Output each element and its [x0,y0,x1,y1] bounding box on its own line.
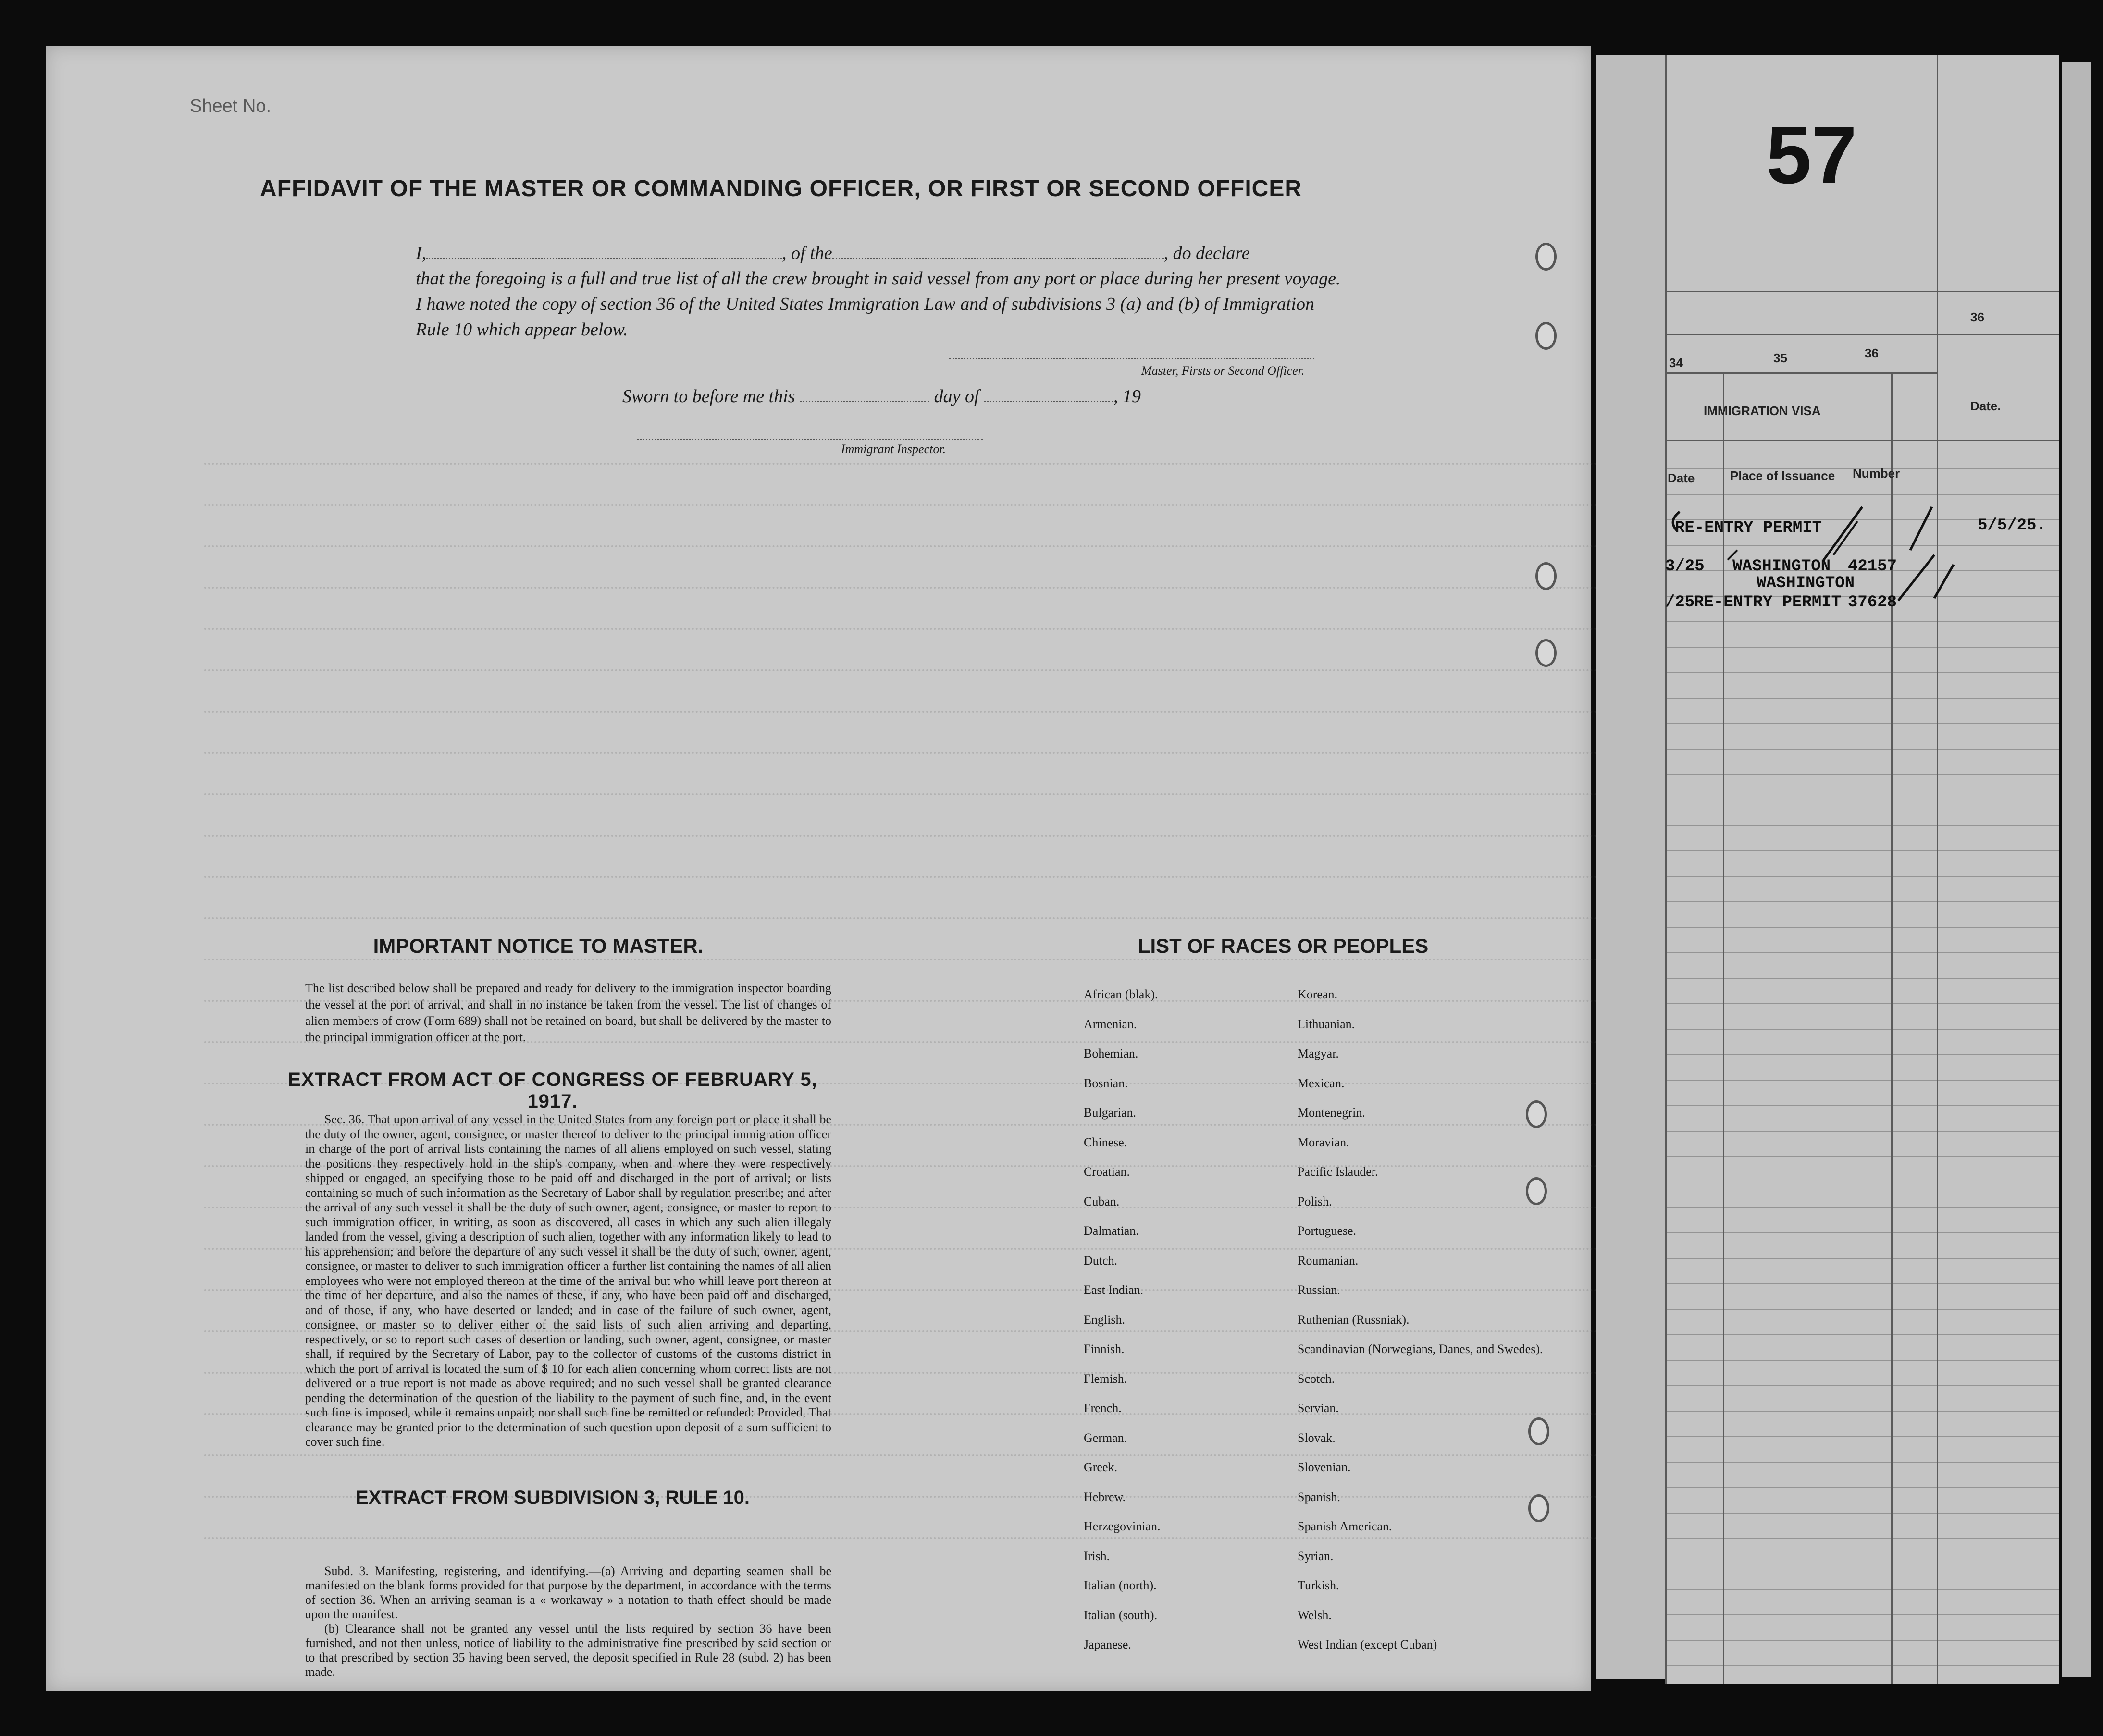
race-item: Slovak. [1298,1430,1336,1445]
column-36b-label: 36 [1970,310,1984,324]
grid-row-line [1665,1283,2059,1284]
grid-row-line [1665,1665,2059,1666]
grid-row-line [1665,774,2059,775]
date-header: Date [1668,471,1695,485]
race-item: Bosnian. [1084,1076,1128,1090]
bleed-through-row [204,821,1598,837]
race-item: Armenian. [1084,1017,1137,1031]
race-item: Korean. [1298,987,1338,1001]
manifest-page [46,46,1591,1691]
grid-row-line [1665,1003,2059,1004]
grid-row-line [1665,1131,2059,1132]
bleed-through-row [204,449,1598,465]
grid-row-line [1665,1538,2059,1539]
entry-1-place: RE-ENTRY PERMIT [1675,519,1822,537]
binder-hole [1535,243,1557,271]
name-blank [426,243,782,259]
grid-row-line [1665,1309,2059,1310]
grid-row-line [1665,1513,2059,1514]
grid-row-line [1665,1258,2059,1259]
race-item: Slovenian. [1298,1460,1351,1474]
race-item: English. [1084,1312,1125,1327]
grid-row-line [1665,1614,2059,1615]
sworn-day-blank [800,386,929,402]
bleed-through-row [204,573,1598,589]
race-item: German. [1084,1430,1127,1445]
grid-row-line [1665,1589,2059,1590]
race-item: Cuban. [1084,1194,1120,1208]
race-item: Flemish. [1084,1371,1127,1386]
notice-body: The list described below shall be prepared and ready for delivery to the immigration inspector boarding the vessel at the port of arrival, and shall in no instance be taken from the vessel. The list of changes of alien members of crow (Form 689) shall not be retained on board, but shall be delivered by the master to the principal immigration officer at the port. [305,981,831,1044]
grid-row-line [1665,1105,2059,1106]
binder-hole [1528,1417,1549,1445]
grid-row-line [1665,825,2059,826]
sheet-number-label: Sheet No. [190,96,271,116]
sworn-day-of: day of [934,386,979,406]
grid-row-line [1665,749,2059,750]
race-item: Greek. [1084,1460,1118,1474]
race-item: Mexican. [1298,1076,1345,1090]
grid-row-line [1665,952,2059,953]
header-rule [1665,334,2059,335]
race-item: Welsh. [1298,1608,1332,1622]
race-item: Italian (south). [1084,1608,1158,1622]
column-rule [1937,55,1938,1684]
binder-hole [1535,639,1557,667]
affidavit-line-4: Rule 10 which appear below. [416,320,628,340]
grid-row-line [1665,1232,2059,1233]
grid-row-line [1665,1360,2059,1361]
adjacent-page [1665,55,2059,1684]
signature-label: Master, Firsts or Second Officer. [1141,364,1305,378]
affidavit-title: AFFIDAVIT OF THE MASTER OR COMMANDING OFFICER, OR FIRST OR SECOND OFFICER [260,176,1302,201]
race-item: Scotch. [1298,1371,1335,1386]
page-number: 57 [1766,110,1857,201]
inspector-signature-line [637,434,983,440]
column-36-label: 36 [1865,346,1879,360]
header-rule [1665,440,2059,441]
entry-2-place: WASHINGTON [1732,557,1831,576]
races-column-2 [1298,987,1557,1667]
subdivision-paragraph-a: Subd. 3. Manifesting, registering, and identifying.—(a) Arriving and departing seamen shall be manifested on the blank forms provided for that purpose by the department, in accordance with the terms of section 36. When an arriving seaman is a « workaway » a notation to thath effect should be made upon the manifest. [305,1564,831,1621]
race-item: Croatian. [1084,1165,1130,1179]
race-item: Moravian. [1298,1135,1349,1149]
signature-line [949,348,1314,359]
vessel-blank [832,243,1164,259]
race-item: Spanish. [1298,1490,1340,1504]
race-item: African (blak). [1084,987,1158,1001]
page-edge [2062,62,2091,1677]
grid-row-line [1665,1640,2059,1641]
notice-title: IMPORTANT NOTICE TO MASTER. [373,935,704,957]
race-item: Hebrew. [1084,1490,1126,1504]
races-column-1 [1084,987,1286,1667]
grid-row-line [1665,1054,2059,1055]
subdivision-paragraph-b: (b) Clearance shall not be granted any vessel until the lists required by section 36 have been furnished, and not then unless, notice of liability to the administrative fine prescribed by said section or to that prescribed by section 35 having been served, the deposit specified in Rule 28 (subd. 2) has been made. [305,1622,831,1679]
entry-4-number: 37628 [1848,593,1897,612]
race-item: Herzegovinian. [1084,1519,1161,1533]
subdivision-body [305,1564,831,1679]
affidavit-i: I, [416,243,427,263]
grid-row-line [1665,672,2059,673]
place-header: Place of Issuance [1730,468,1835,483]
entry-2-date: 3/25 [1665,557,1705,576]
bleed-through-row [204,532,1598,547]
grid-row-line [1665,1385,2059,1386]
race-item: Scandinavian (Norwegians, Danes, and Swedes). [1298,1342,1543,1356]
affidavit-line-2: that the foregoing is a full and true list of all the crew brought in said vessel from any port or place during her present voyage. [416,269,1341,289]
binder-hole [1535,322,1557,350]
binder-hole [1526,1177,1547,1205]
grid-row-line [1665,1156,2059,1157]
grid-row-line [1665,927,2059,928]
race-item: Magyar. [1298,1047,1339,1060]
race-item: Japanese. [1084,1638,1131,1651]
header-rule [1665,372,1937,374]
bleed-through-row [204,697,1598,713]
affidavit-declaration-line [416,243,1314,264]
sworn-text: Sworn to before me this [622,386,795,406]
entry-1-side-date: 5/5/25. [1978,517,2046,535]
affidavit-do-declare: , do declare [1163,243,1250,263]
act-body: Sec. 36. That upon arrival of any vessel in the United States from any foreign port or place it shall be the duty of the owner, agent, consignee, or master thereof to deliver to the principal immigration officer in charge of the port of arrival lists containing the names of all aliens employed on such vessel, stating the positions they respectively hold in the ship's company, when and where they were respectively shipped or engaged, an specifying those to be paid off and discharged in the port of arrival; or lists containing so much of such information as the Secretary of Labor shall by regulation prescribe; and after the arrival of any such vessel it shall be the duty of such owner, agent, consignee, or master to report to such immigration officer, in writing, as soon as discovered, all cases in which any such alien illegaly landed from the vessel, giving a description of such alien, together with any information likely to lead to his apprehension; and before the departure of any such vessel it shall be the duty of such, owner, agent, consignee, or master to deliver to such immigration officer a further list containing the names of all alien employees who were not employed thereon at the time of the arrival but who whill leave port thereon at the time of her departure, and also the names of thcse, if any, who have been paid off and discharged, and of those, if any, who have deserted or landed; and in case of the failure of such owner, agent, consignee, or master so to deliver either of the said lists of such alien arriving and departing, respectively, or so to report such cases of desertion or landing, such owner, agent, consignee, or master shall, if required by the Secretary of Labor, pay to the collector of customs of the customs district in which the port of arrival is located the sum of $ 10 for each alien concerning whom correct lists are not delivered or a true report is not made as above required; and no such vessel shall be granted clearance pending the determination of the question of the liability to the payment of such fine, and, in the event such fine is imposed, while it remains unpaid; nor shall such fine be remitted or refunded: Provided, That clearance may be granted prior to the determination of such question upon deposit of a sum sufficient to cover such fine. [305,1112,831,1449]
bleed-through-row [204,615,1598,630]
act-title: EXTRACT FROM ACT OF CONGRESS OF FEBRUARY 5, 1917. [288,1069,817,1112]
column-35-label: 35 [1773,351,1787,365]
binder-hole [1528,1494,1549,1522]
sworn-year: , 19 [1113,386,1141,406]
entry-4-date: /25 [1665,593,1695,612]
bleed-through-row [204,780,1598,795]
affidavit-of-the: , of the [782,243,832,263]
race-item: East Indian. [1084,1283,1144,1297]
pen-strokes [1665,502,2059,627]
grid-row-line [1665,1080,2059,1081]
inspector-label: Immigrant Inspector. [841,442,946,456]
date-header-right: Date. [1970,399,2001,413]
binder-hole [1535,562,1557,590]
race-item: Syrian. [1298,1549,1334,1563]
grid-row-line [1665,876,2059,877]
bleed-through-row [204,491,1598,506]
race-item: Montenegrin. [1298,1106,1365,1120]
race-item: Ruthenian (Russniak). [1298,1312,1410,1327]
grid-row-line [1665,698,2059,699]
grid-row-line [1665,1029,2059,1030]
entry-4-place: RE-ENTRY PERMIT [1694,593,1842,612]
visa-header: IMMIGRATION VISA [1704,404,1821,418]
race-item: Irish. [1084,1549,1110,1563]
entry-2-number: 42157 [1848,557,1897,576]
race-item: Polish. [1298,1194,1332,1208]
affidavit-line-3: I hawe noted the copy of section 36 of the United States Immigration Law and of subdivisions 3 (a) and (b) of Immigration [416,294,1314,314]
page-fold-strip [1596,55,1668,1679]
grid-row-line [1665,1487,2059,1488]
column-34-label: 34 [1669,356,1683,370]
race-item: Dalmatian. [1084,1224,1139,1238]
grid-row-line [1665,901,2059,902]
sworn-line [622,386,1141,407]
entry-3-place: WASHINGTON [1757,574,1855,592]
race-item: Finnish. [1084,1342,1125,1356]
race-item: Dutch. [1084,1253,1118,1268]
race-item: Russian. [1298,1283,1340,1297]
race-item: Servian. [1298,1401,1339,1415]
grid-row-line [1665,850,2059,851]
grid-row-line [1665,1207,2059,1208]
race-item: West Indian (except Cuban) [1298,1638,1437,1651]
race-item: Lithuanian. [1298,1017,1355,1031]
race-item: French. [1084,1401,1122,1415]
subdivision-title: EXTRACT FROM SUBDIVISION 3, RULE 10. [355,1487,750,1508]
race-item: Chinese. [1084,1135,1127,1149]
header-rule [1665,291,2059,292]
number-header: Number [1853,466,1900,480]
bleed-through-row [204,656,1598,671]
race-item: Roumanian. [1298,1253,1359,1268]
grid-row-line [1665,1411,2059,1412]
race-item: Portuguese. [1298,1224,1357,1238]
bleed-through-row [204,862,1598,878]
race-item: Spanish American. [1298,1519,1392,1533]
grid-row-line [1665,978,2059,979]
race-item: Italian (north). [1084,1578,1157,1592]
bleed-through-row [204,904,1598,919]
race-item: Bulgarian. [1084,1106,1137,1120]
grid-row-line [1665,1462,2059,1463]
grid-row-line [1665,1334,2059,1335]
binder-hole [1526,1100,1547,1128]
grid-row-line [1665,494,2059,495]
sworn-month-blank [984,386,1113,402]
grid-row-line [1665,1436,2059,1437]
grid-row-line [1665,647,2059,648]
race-item: Turkish. [1298,1578,1339,1592]
grid-row-line [1665,723,2059,724]
races-title: LIST OF RACES OR PEOPLES [1138,935,1429,957]
race-item: Bohemian. [1084,1047,1138,1060]
race-item: Pacific Islauder. [1298,1165,1378,1179]
bleed-through-row [204,739,1598,754]
column-rule [1665,55,1667,1684]
